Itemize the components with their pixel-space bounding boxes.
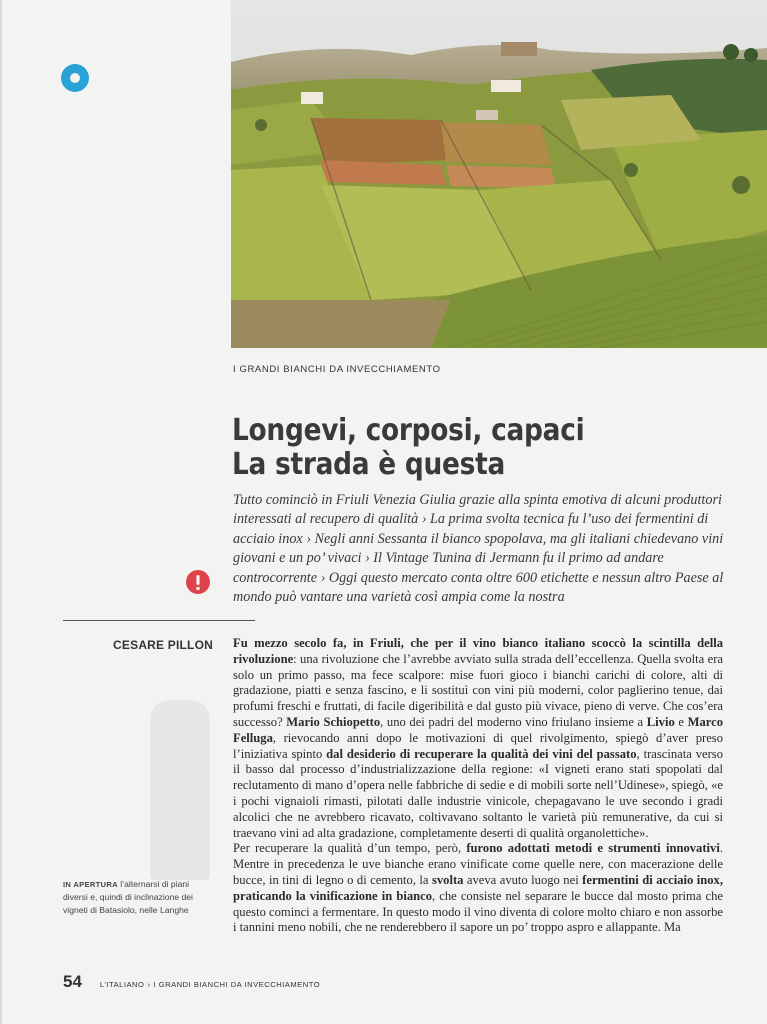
bottle-watermark [150,700,210,880]
headline-line-1: Longevi, corposi, capaci [232,413,585,448]
headline-line-2: La strada è questa [232,447,505,482]
photo-caption [63,878,213,916]
headline [232,414,672,482]
page-edge [0,0,2,1024]
exclamation-icon [186,570,210,594]
section-circle-icon [61,64,89,92]
vineyard-photo [231,0,767,348]
lead-paragraph: Tutto cominciò in Friuli Venezia Giulia grazie alla spinta emotiva di alcuni produttori interessati al recupero di qualità › La prima svolta tecnica fu l’uso dei fermentini di acciaio inox › Negli anni Sessanta il bianco spopolava, ma gli italiani chiedevano vini giovani e un po’ vivaci › Il Vintage Tunina di Jermann fu il primo ad andare controcorrente › Oggi questo mercato conta oltre 600 etichette e nessun altro Paese al mondo può vantare una varietà così ampia come la nostra [233,492,724,606]
body-paragraph-2: Per recuperare la qualità d’un tempo, però, furono adottati metodi e strumenti innovativi. Mentre in precedenza le uve bianche erano vinificate come quelle nere, con macerazione delle bucce, in tini di legno o di cemento, la svolta aveva avuto luogo nei fermentini di acciaio inox, praticando la vinificazione in bianco, che consiste nel separare le bucce dal mosto prima che questo cominci a fermentare. In questo modo il vino diventa di colore molto chiaro e non assorbe i tannini meno nobili, che ne renderebbero il sapore un po’ troppo aspro e allappante. Ma [233,841,723,935]
caption-text: l’alternarsi di piani diversi e, quindi di inclinazione dei vigneti di Batasiolo, nelle Langhe [63,879,193,915]
author-byline: CESARE PILLON [113,638,213,652]
article-body [233,636,723,936]
running-footer [100,980,320,989]
footer-section: I GRANDI BIANCHI DA INVECCHIAMENTO [153,980,321,989]
footer-separator: › [147,980,151,989]
kicker: I GRANDI BIANCHI DA INVECCHIAMENTO [233,364,441,375]
footer-magazine: L’ITALIANO [99,980,145,989]
body-paragraph-1: Fu mezzo secolo fa, in Friuli, che per il vino bianco italiano scoccò la scintilla della rivoluzione: una rivoluzione che l’avrebbe avviato sulla strada dell’eccellenza. Quella svolta era solo un primo passo, ma fece scalpore: mise fuori gioco i bianchi carichi di colore, alti di gradazione, piatti e senza fascino, e li sostituì con vini più moderni, color paglierino tenue, dai profumi freschi e fruttati, di facile digeribilità e dal gusto più vivace, pieno di verve. Che cos’era successo? Mario Schiopetto, uno dei padri del moderno vino friulano insieme a Livio e Marco Felluga, rievocando anni dopo le motivazioni di quel rivolgimento, spiegò d’aver preso l’iniziativa spinto dal desiderio di recuperare la qualità dei vini del passato, trascinata verso il basso dal processo d’industrializzazione della regione: «I vigneti erano stati spopolati dal reclutamento di mano d’opera nelle fabbriche di sedie e di mobili sorte nell’Udinese», spiegò, «e i pochi vignaioli rimasti, pilotati dalle industrie vinicole, chepagavano le uve secondo i gradi alcolici che ne avrebbero ricavato, coltivavano soltanto le varietà più remunerative, da cui si traevano vini ad alta gradazione, completamente deserti di qualità organolettiche». [233,636,724,840]
caption-lead: IN APERTURA [63,880,118,889]
page-number: 54 [63,972,82,991]
page-footer [63,972,320,992]
divider [63,620,255,621]
